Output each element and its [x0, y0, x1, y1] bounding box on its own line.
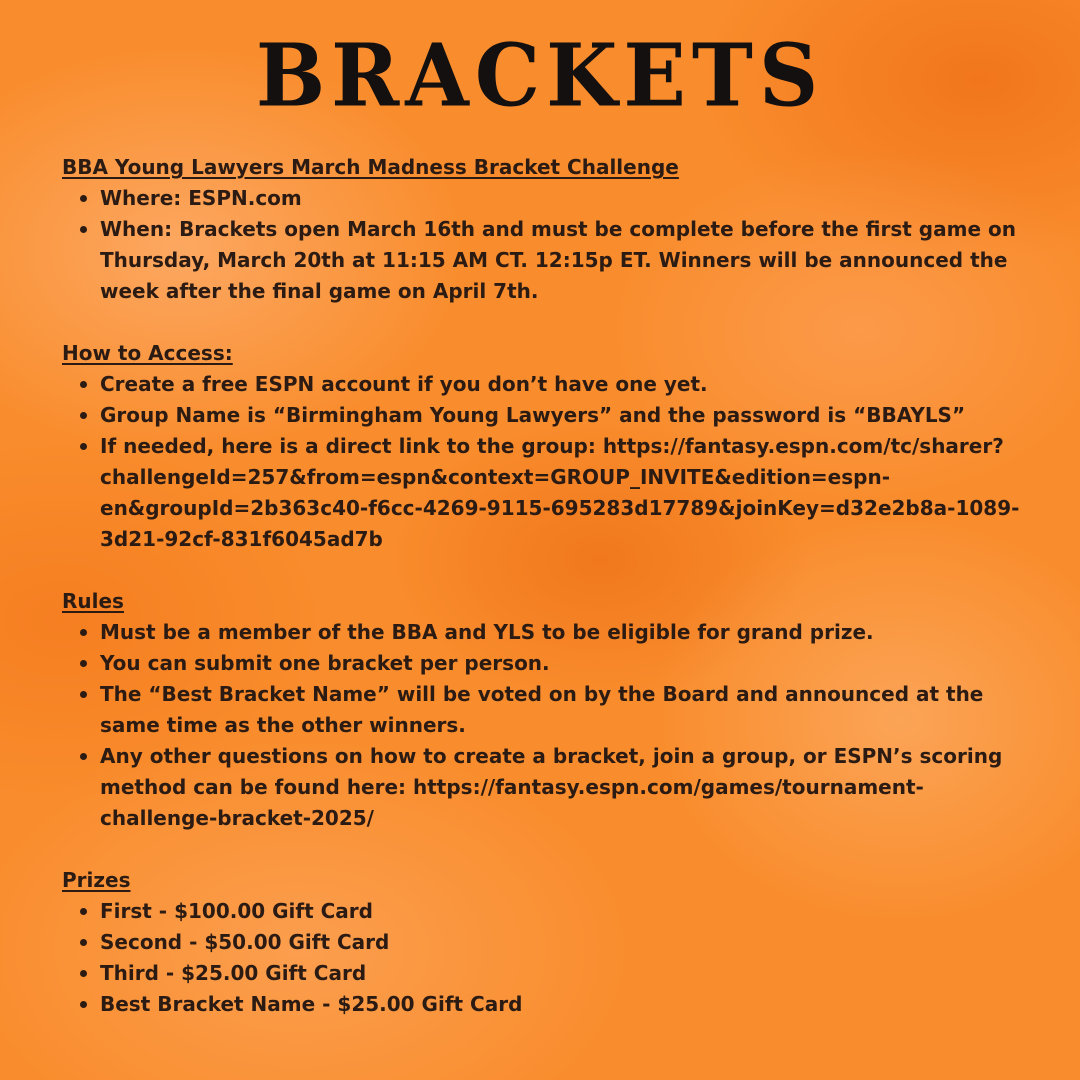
bullet-list [62, 369, 1022, 555]
bullet-list [62, 896, 1022, 1020]
list-item-group-link[interactable]: If needed, here is a direct link to the group: https://fantasy.espn.com/tc/sharer?challengeId=257&from=espn&context=GROUP_INVITE&edition=espn-en&groupId=2b363c40-f6cc-4269-9115-695283d17789&joinKey=d32e2b8a-1089-3d21-92cf-831f6045ad7b [100, 431, 1022, 555]
section-challenge [62, 152, 1022, 307]
list-item: First - $100.00 Gift Card [100, 896, 1022, 927]
list-item: When: Brackets open March 16th and must be complete before the first game on Thursday, March 20th at 11:15 AM CT. 12:15p ET. Winners will be announced the week after the final game on April 7th. [100, 214, 1022, 307]
bullet-list [62, 617, 1022, 834]
list-item: The “Best Bracket Name” will be voted on by the Board and announced at the same time as the other winners. [100, 679, 1022, 741]
list-item: Best Bracket Name - $25.00 Gift Card [100, 989, 1022, 1020]
list-item: Create a free ESPN account if you don’t have one yet. [100, 369, 1022, 400]
page-title: BRACKETS [255, 25, 825, 127]
section-rules [62, 586, 1022, 834]
section-heading: How to Access: [62, 341, 233, 365]
list-item-scoring-link[interactable]: Any other questions on how to create a bracket, join a group, or ESPN’s scoring method can be found here: https://fantasy.espn.com/games/tournament-challenge-bracket-2025/ [100, 741, 1022, 834]
section-heading: Rules [62, 589, 124, 613]
list-item: Second - $50.00 Gift Card [100, 927, 1022, 958]
list-item: Must be a member of the BBA and YLS to be eligible for grand prize. [100, 617, 1022, 648]
section-heading: Prizes [62, 868, 131, 892]
list-item: You can submit one bracket per person. [100, 648, 1022, 679]
list-item: Third - $25.00 Gift Card [100, 958, 1022, 989]
info-content [62, 152, 1022, 1020]
list-item: Group Name is “Birmingham Young Lawyers” and the password is “BBAYLS” [100, 400, 1022, 431]
list-item: Where: ESPN.com [100, 183, 1022, 214]
bullet-list [62, 183, 1022, 307]
section-how-to-access [62, 338, 1022, 555]
section-prizes [62, 865, 1022, 1020]
section-heading: BBA Young Lawyers March Madness Bracket Challenge [62, 155, 679, 179]
